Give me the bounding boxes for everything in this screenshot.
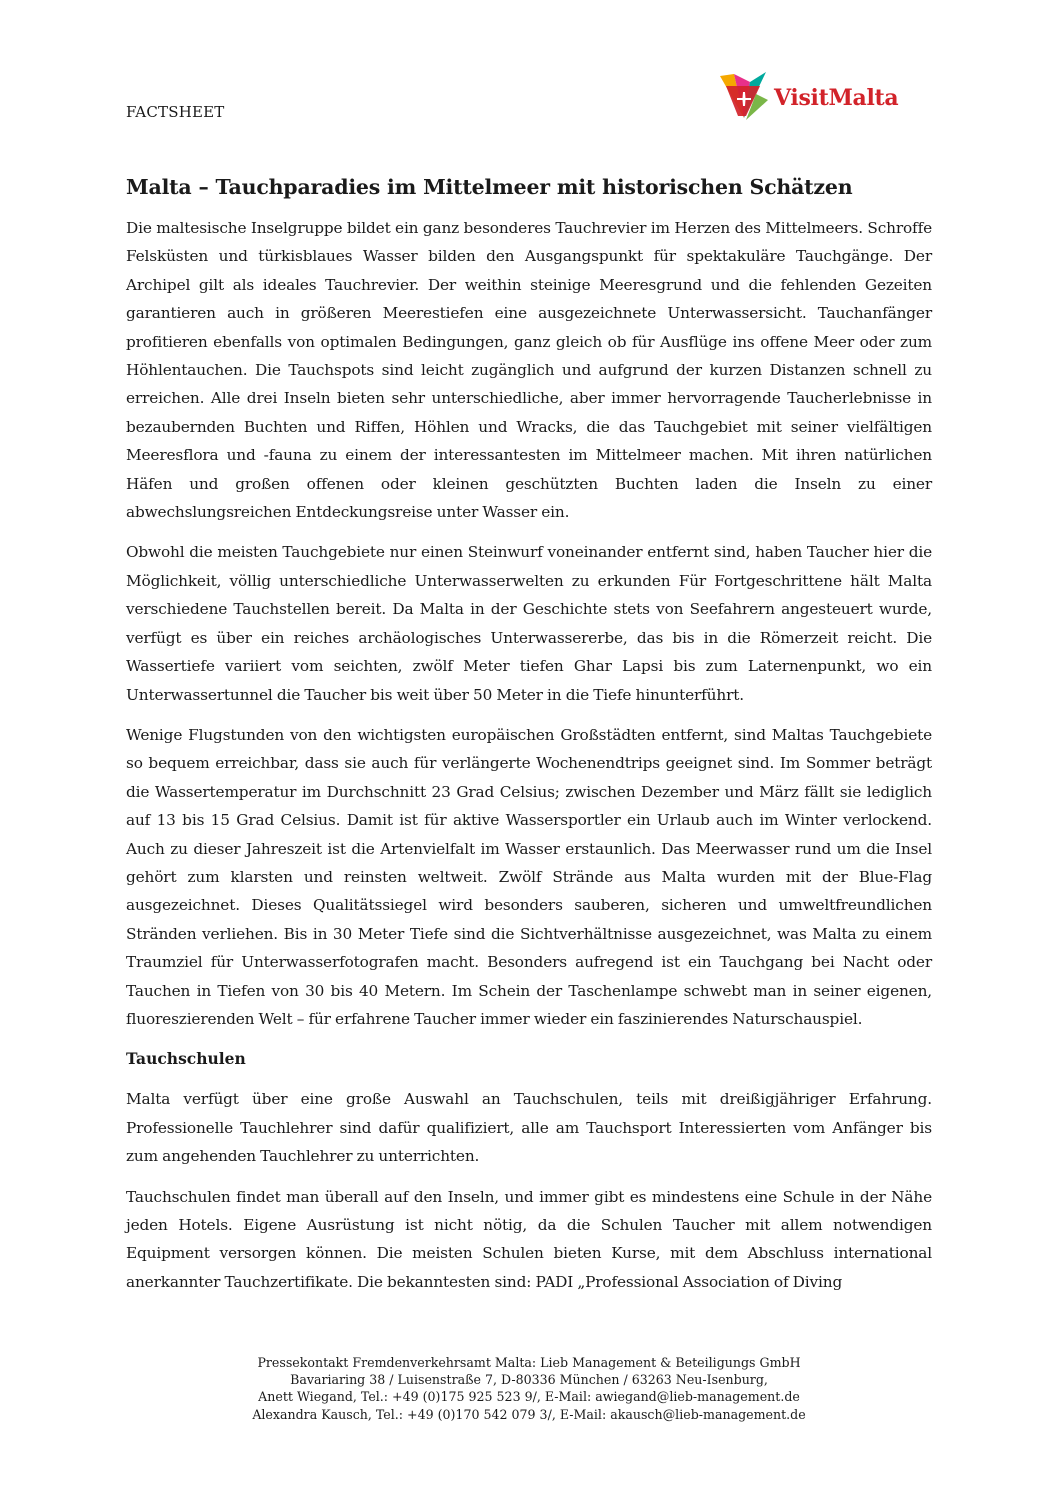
factsheet-label: FACTSHEET <box>126 103 225 121</box>
footer-line-company: Pressekontakt Fremdenverkehrsamt Malta: Lieb Management & Beteiligungs GmbH <box>257 1355 801 1370</box>
paragraph-schools-overview: Malta verfügt über eine große Auswahl an Tauchschulen, teils mit dreißigjähriger Erfahrung. Professionelle Tauchlehrer sind dafür qualifiziert, alle am Tauchsport Interessierten vom Anfänger bis zum angehenden Tauchlehrer zu unterrichten. <box>126 1090 932 1166</box>
footer-line-contact-kausch: Alexandra Kausch, Tel.: +49 (0)170 542 079 3/, E-Mail: akausch@lieb-management.de <box>252 1406 806 1422</box>
visitmalta-logo-icon <box>716 70 772 126</box>
footer-line-address: Bavariaring 38 / Luisenstraße 7, D-80336 München / 63263 Neu-Isenburg, <box>290 1372 768 1388</box>
visitmalta-logo <box>716 70 916 126</box>
footer-line-contact-wiegand: Anett Wiegand, Tel.: +49 (0)175 925 523 9/, E-Mail: awiegand@lieb-management.de <box>258 1389 800 1405</box>
article-body <box>126 172 932 1308</box>
paragraph-schools-details: Tauchschulen findet man überall auf den Inseln, und immer gibt es mindestens eine Schule in der Nähe jeden Hotels. Eigene Ausrüstung ist nicht nötig, da die Schulen Taucher mit allem notwendigen Equipment versorgen können. Die meisten Schulen bieten Kurse, mit dem Abschluss international anerkannter Tauchzertifikate. Die bekanntesten sind: PADI „Professional Association of Diving <box>126 1187 932 1291</box>
press-contact-footer <box>126 1354 932 1423</box>
page-title: Malta – Tauchparadies im Mittelmeer mit historischen Schätzen <box>126 175 853 199</box>
paragraph-dive-sites: Obwohl die meisten Tauchgebiete nur einen Steinwurf voneinander entfernt sind, haben Taucher hier die Möglichkeit, völlig unterschiedliche Unterwasserwelten zu erkunden Für Fortgeschrittene hält Malta verschiedene Tauchstellen bereit. Da Malta in der Geschichte stets von Seefahrern angesteuert wurde, verfügt es über ein reiches archäologisches Unterwassererbe, das bis in die Römerzeit reicht. Die Wassertiefe variiert vom seichten, zwölf Meter tiefen Ghar Lapsi bis zum Laternenpunkt, wo ein Unterwassertunnel die Taucher bis weit über 50 Meter in die Tiefe hinunterführt. <box>126 543 932 704</box>
section-heading-diving-schools: Tauchschulen <box>126 1049 246 1069</box>
paragraph-climate: Wenige Flugstunden von den wichtigsten europäischen Großstädten entfernt, sind Maltas Tauchgebiete so bequem erreichbar, dass sie auch für verlängerte Wochenendtrips geeignet sind. Im Sommer beträgt die Wassertemperatur im Durchschnitt 23 Grad Celsius; zwischen Dezember und März fällt sie lediglich auf 13 bis 15 Grad Celsius. Damit ist für aktive Wassersportler ein Urlaub auch im Winter verlockend. Auch zu dieser Jahreszeit ist die Artenvielfalt im Wasser erstaunlich. Das Meerwasser rund um die Insel gehört zum klarsten und reinsten weltweit. Zwölf Strände aus Malta wurden mit der Blue-Flag ausgezeichnet. Dieses Qualitätssiegel wird besonders sauberen, sicheren und umweltfreundlichen Stränden verliehen. Bis in 30 Meter Tiefe sind die Sichtverhältnisse ausgezeichnet, was Malta zu einem Traumziel für Unterwasserfotografen macht. Besonders aufregend ist ein Tauchgang bei Nacht oder Tauchen in Tiefen von 30 bis 40 Metern. Im Schein der Taschenlampe schwebt man in seiner eigenen, fluoreszierenden Welt – für erfahrene Taucher immer wieder ein faszinierendes Naturschauspiel. <box>126 725 932 1028</box>
paragraph-intro: Die maltesische Inselgruppe bildet ein ganz besonderes Tauchrevier im Herzen des Mittelmeers. Schroffe Felsküsten und türkisblaues Wasser bilden den Ausgangspunkt für spektakuläre Tauchgänge. Der Archipel gilt als ideales Tauchrevier. Der weithin steinige Meeresgrund und die fehlenden Gezeiten garantieren auch in größeren Meerestiefen eine ausgezeichnete Unterwassersicht. Tauchanfänger profitieren ebenfalls von optimalen Bedingungen, ganz gleich ob für Ausflüge ins offene Meer oder zum Höhlentauchen. Die Tauchspots sind leicht zugänglich und aufgrund der kurzen Distanzen schnell zu erreichen. Alle drei Inseln bieten sehr unterschiedliche, aber immer hervorragende Taucherlebnisse in bezaubernden Buchten und Riffen, Höhlen und Wracks, die das Tauchgebiet mit seiner vielfältigen Meeresflora und -fauna zu einem der interessantesten im Mittelmeer machen. Mit ihren natürlichen Häfen und großen offenen oder kleinen geschützten Buchten laden die Inseln zu einer abwechslungsreichen Entdeckungsreise unter Wasser ein. <box>126 219 932 522</box>
logo-text: VisitMalta <box>774 85 899 111</box>
